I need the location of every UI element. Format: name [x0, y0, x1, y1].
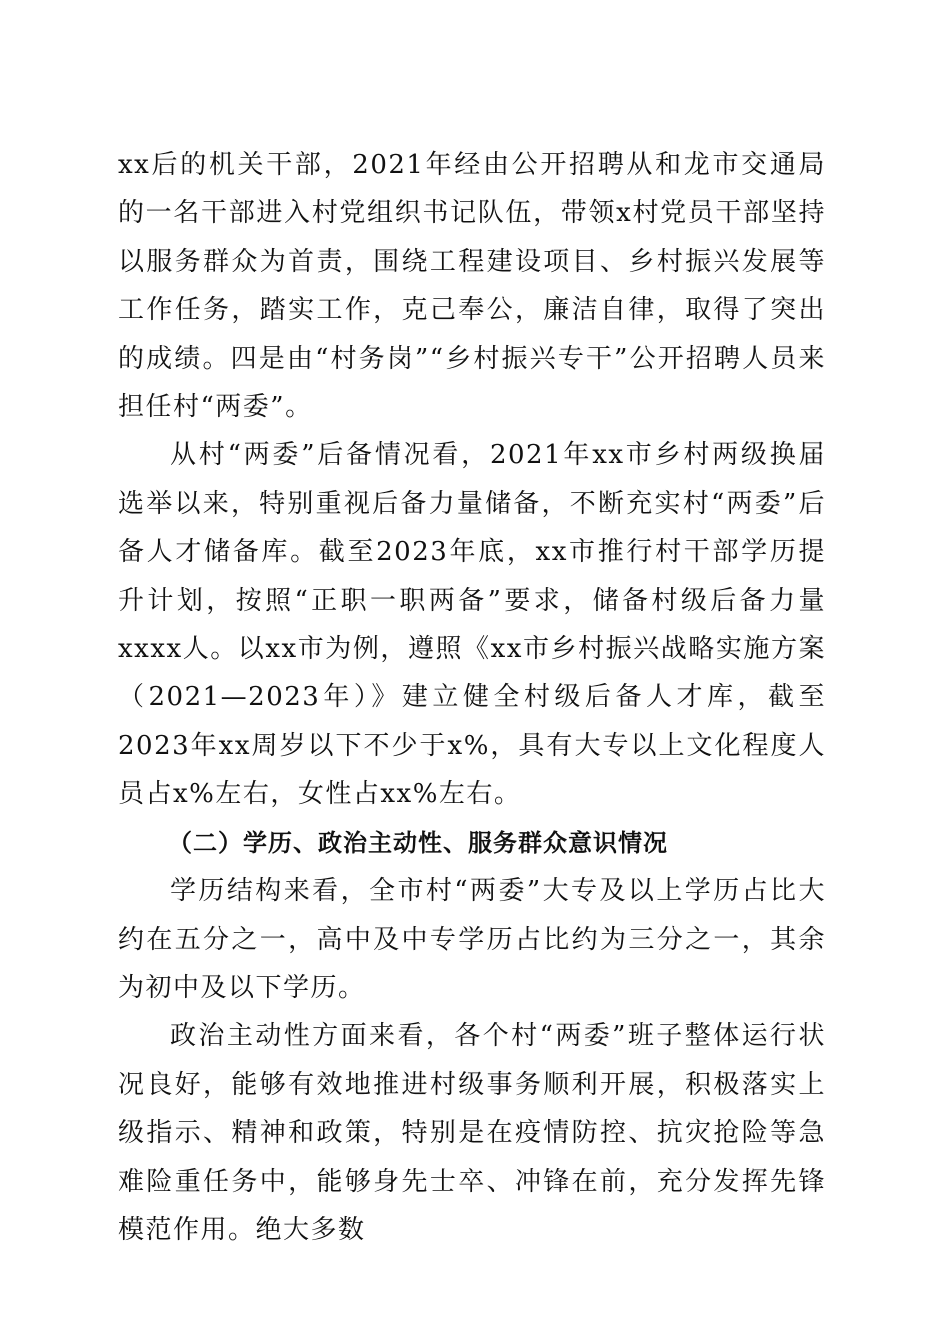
paragraph-1: xx后的机关干部，2021年经由公开招聘从和龙市交通局的一名干部进入村党组织书记队伍，带领x村党员干部坚持以服务群众为首责，围绕工程建设项目、乡村振兴发展等工作任务，踏实工作，克己奉公，廉洁自律，取得了突出的成绩。四是由“村务岗”“乡村振兴专干”公开招聘人员来担任村“两委”。	[118, 150, 826, 423]
document-body	[118, 141, 826, 1254]
paragraph-2: 从村“两委”后备情况看，2021年xx市乡村两级换届选举以来，特别重视后备力量储备，不断充实村“两委”后备人才储备库。截至2023年底，xx市推行村干部学历提升计划，按照“正职一职两备”要求，储备村级后备力量xxxx人。以xx市为例，遵照《xx市乡村振兴战略实施方案（2021—2023年）》建立健全村级后备人才库，截至2023年xx周岁以下不少于x%，具有大专以上文化程度人员占x%左右，女性占xx%左右。	[118, 440, 826, 810]
paragraph-4: 政治主动性方面来看，各个村“两委”班子整体运行状况良好，能够有效地推进村级事务顺利开展，积极落实上级指示、精神和政策，特别是在疫情防控、抗灾抢险等急难险重任务中，能够身先士卒、冲锋在前，充分发挥先锋模范作用。绝大多数	[118, 1021, 826, 1245]
paragraph-3: 学历结构来看，全市村“两委”大专及以上学历占比大约在五分之一，高中及中专学历占比约为三分之一，其余为初中及以下学历。	[118, 876, 826, 1003]
section-heading: （二）学历、政治主动性、服务群众意识情况	[168, 827, 668, 857]
